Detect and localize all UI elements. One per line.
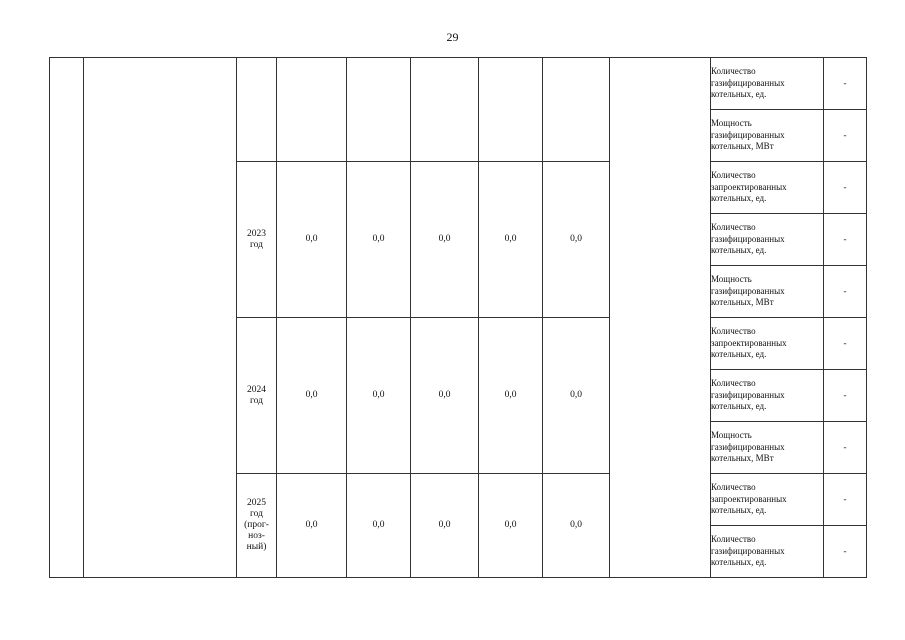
executor-cell [610, 58, 711, 578]
indicator-value-cell: - [824, 266, 867, 318]
value-cell: 0,0 [543, 474, 610, 578]
value-cell: 0,0 [277, 318, 347, 474]
value-cell [543, 58, 610, 162]
value-cell: 0,0 [277, 474, 347, 578]
indicator-value-cell: - [824, 370, 867, 422]
value-cell: 0,0 [479, 162, 543, 318]
indicator-value-cell: - [824, 214, 867, 266]
indicator-value-cell: - [824, 422, 867, 474]
value-cell: 0,0 [411, 474, 479, 578]
value-cell [411, 58, 479, 162]
program-table [49, 57, 867, 578]
indicator-name-cell: Количество газифицированных котельных, ед. [711, 526, 824, 578]
indicator-name-cell: Количество газифицированных котельных, ед. [711, 58, 824, 110]
value-cell: 0,0 [479, 474, 543, 578]
number-cell [50, 58, 84, 578]
indicator-value-cell: - [824, 474, 867, 526]
year-cell [237, 58, 277, 162]
value-cell [277, 58, 347, 162]
indicator-name-cell: Количество газифицированных котельных, ед. [711, 214, 824, 266]
indicator-name-cell: Мощность газифицированных котельных, МВт [711, 422, 824, 474]
year-cell: 2024 год [237, 318, 277, 474]
indicator-name-cell: Мощность газифицированных котельных, МВт [711, 110, 824, 162]
page-number: 29 [446, 30, 459, 44]
indicator-value-cell: - [824, 526, 867, 578]
indicator-name-cell: Мощность газифицированных котельных, МВт [711, 266, 824, 318]
value-cell: 0,0 [347, 474, 411, 578]
value-cell: 0,0 [411, 162, 479, 318]
value-cell: 0,0 [479, 318, 543, 474]
indicator-name-cell: Количество запроектированных котельных, ед. [711, 474, 824, 526]
value-cell: 0,0 [277, 162, 347, 318]
indicator-name-cell: Количество газифицированных котельных, ед. [711, 370, 824, 422]
indicator-value-cell: - [824, 58, 867, 110]
value-cell [347, 58, 411, 162]
indicator-name-cell: Количество запроектированных котельных, ед. [711, 318, 824, 370]
indicator-value-cell: - [824, 110, 867, 162]
value-cell: 0,0 [347, 318, 411, 474]
table-row [50, 58, 867, 110]
event-name-cell [84, 58, 237, 578]
value-cell: 0,0 [347, 162, 411, 318]
indicator-value-cell: - [824, 162, 867, 214]
indicator-name-cell: Количество запроектированных котельных, ед. [711, 162, 824, 214]
year-cell: 2025 год (прог- ноз- ный) [237, 474, 277, 578]
year-cell: 2023 год [237, 162, 277, 318]
value-cell: 0,0 [543, 318, 610, 474]
value-cell: 0,0 [411, 318, 479, 474]
value-cell: 0,0 [543, 162, 610, 318]
indicator-value-cell: - [824, 318, 867, 370]
value-cell [479, 58, 543, 162]
